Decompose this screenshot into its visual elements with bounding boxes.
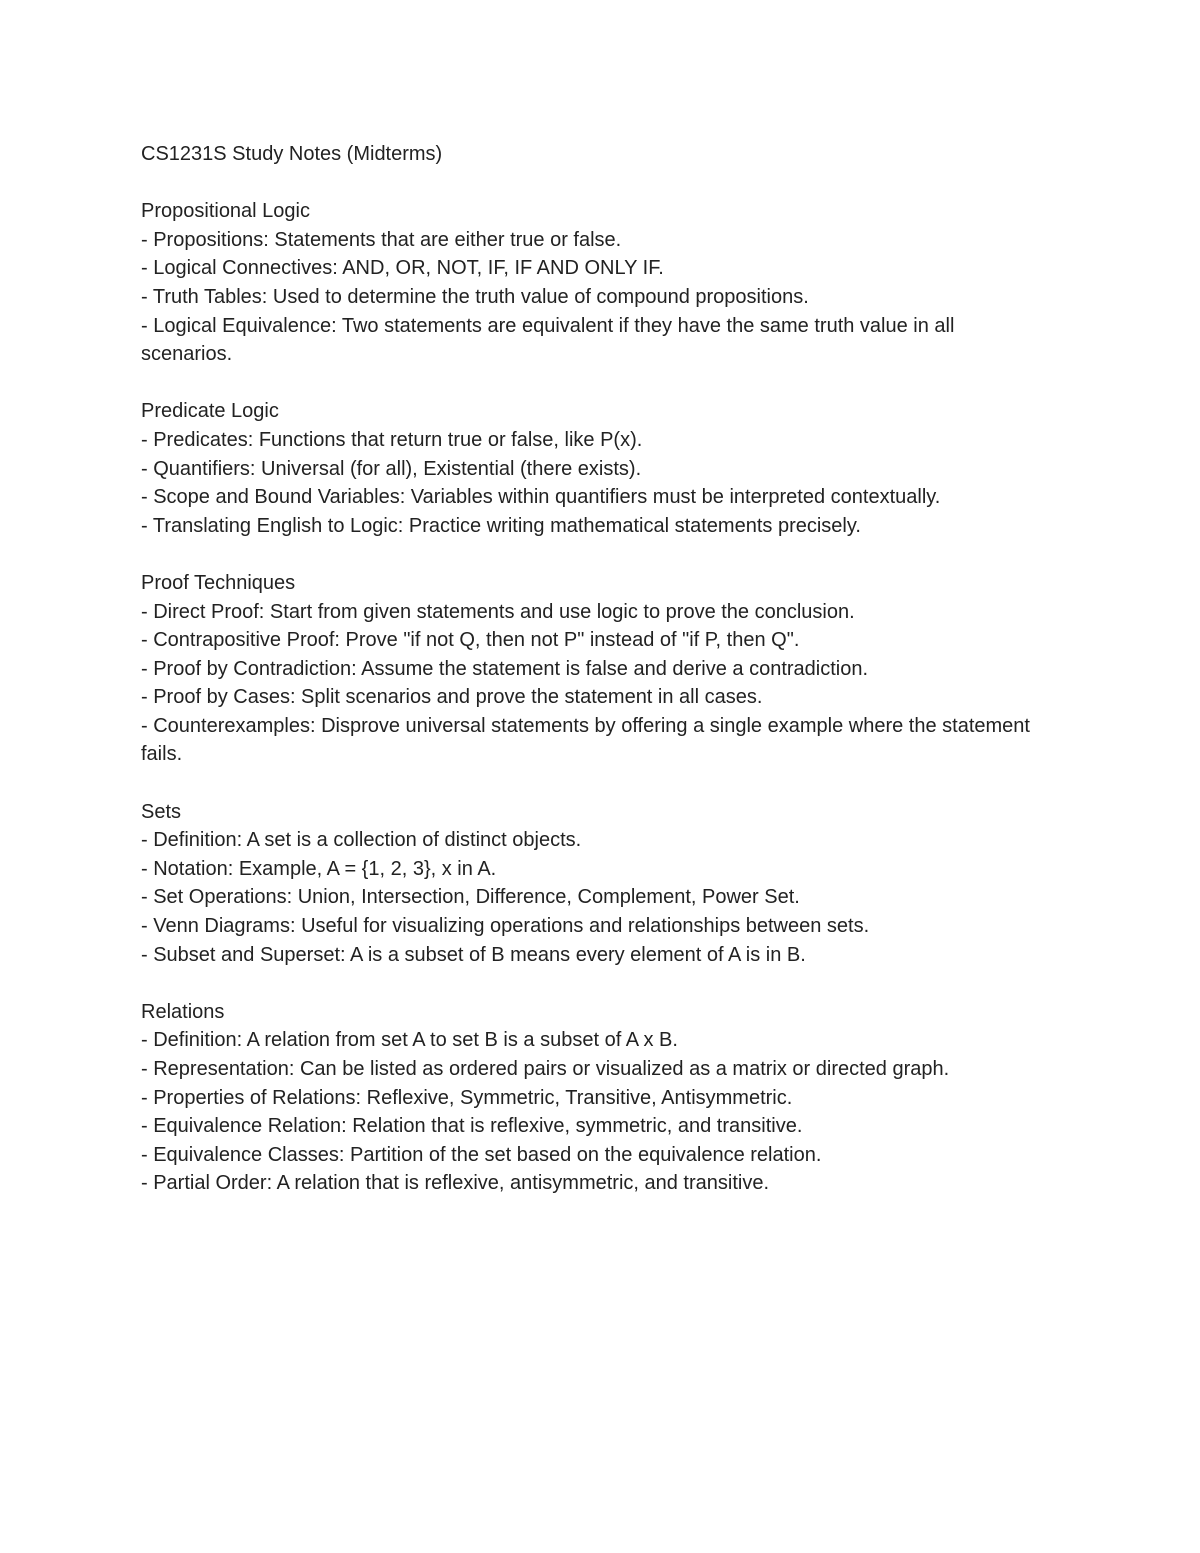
section-predicate-logic: [141, 397, 1041, 540]
list-item: - Proof by Contradiction: Assume the statement is false and derive a contradiction.: [141, 657, 869, 680]
list-item: - Subset and Superset: A is a subset of B means every element of A is in B.: [141, 943, 806, 966]
document-page: [141, 140, 1041, 1227]
section-relations: [141, 998, 1041, 1198]
section-propositional-logic: [141, 197, 1041, 369]
list-item: - Proof by Cases: Split scenarios and prove the statement in all cases.: [141, 686, 763, 709]
list-item: - Scope and Bound Variables: Variables within quantifiers must be interpreted contextually.: [141, 486, 941, 509]
document-title: CS1231S Study Notes (Midterms): [141, 143, 443, 165]
section-heading: Sets: [141, 800, 182, 823]
list-item: - Equivalence Classes: Partition of the set based on the equivalence relation.: [141, 1143, 822, 1166]
item-list: [141, 426, 1041, 540]
list-item: - Notation: Example, A = {1, 2, 3}, x in A.: [141, 857, 497, 880]
section-heading: Propositional Logic: [141, 200, 310, 223]
list-item: - Logical Equivalence: Two statements are equivalent if they have the same truth value in all scenarios.: [141, 314, 955, 366]
list-item: - Counterexamples: Disprove universal statements by offering a single example where the statement fails.: [141, 714, 1030, 766]
list-item: - Representation: Can be listed as ordered pairs or visualized as a matrix or directed graph.: [141, 1058, 950, 1080]
list-item: - Properties of Relations: Reflexive, Symmetric, Transitive, Antisymmetric.: [141, 1086, 793, 1109]
list-item: - Venn Diagrams: Useful for visualizing operations and relationships between sets.: [141, 915, 870, 938]
list-item: - Quantifiers: Universal (for all), Existential (there exists).: [141, 457, 642, 480]
list-item: - Predicates: Functions that return true or false, like P(x).: [141, 428, 643, 451]
item-list: [141, 598, 1041, 770]
list-item: - Definition: A relation from set A to set B is a subset of A x B.: [141, 1029, 678, 1052]
list-item: - Direct Proof: Start from given statements and use logic to prove the conclusion.: [141, 600, 855, 623]
list-item: - Set Operations: Union, Intersection, Difference, Complement, Power Set.: [141, 886, 800, 909]
list-item: - Propositions: Statements that are either true or false.: [141, 228, 622, 251]
section-heading: Relations: [141, 1000, 225, 1023]
section-heading: Predicate Logic: [141, 400, 279, 423]
section-heading: Proof Techniques: [141, 571, 296, 594]
list-item: - Partial Order: A relation that is reflexive, antisymmetric, and transitive.: [141, 1172, 770, 1195]
list-item: - Contrapositive Proof: Prove "if not Q, then not P" instead of "if P, then Q".: [141, 629, 800, 652]
list-item: - Equivalence Relation: Relation that is reflexive, symmetric, and transitive.: [141, 1115, 803, 1138]
item-list: [141, 1026, 1041, 1198]
section-proof-techniques: [141, 569, 1041, 769]
list-item: - Definition: A set is a collection of distinct objects.: [141, 829, 582, 852]
section-sets: [141, 798, 1041, 970]
item-list: [141, 826, 1041, 969]
list-item: - Translating English to Logic: Practice writing mathematical statements precisely.: [141, 514, 861, 537]
list-item: - Logical Connectives: AND, OR, NOT, IF, IF AND ONLY IF.: [141, 257, 664, 280]
item-list: [141, 226, 1041, 369]
list-item: - Truth Tables: Used to determine the truth value of compound propositions.: [141, 285, 809, 308]
